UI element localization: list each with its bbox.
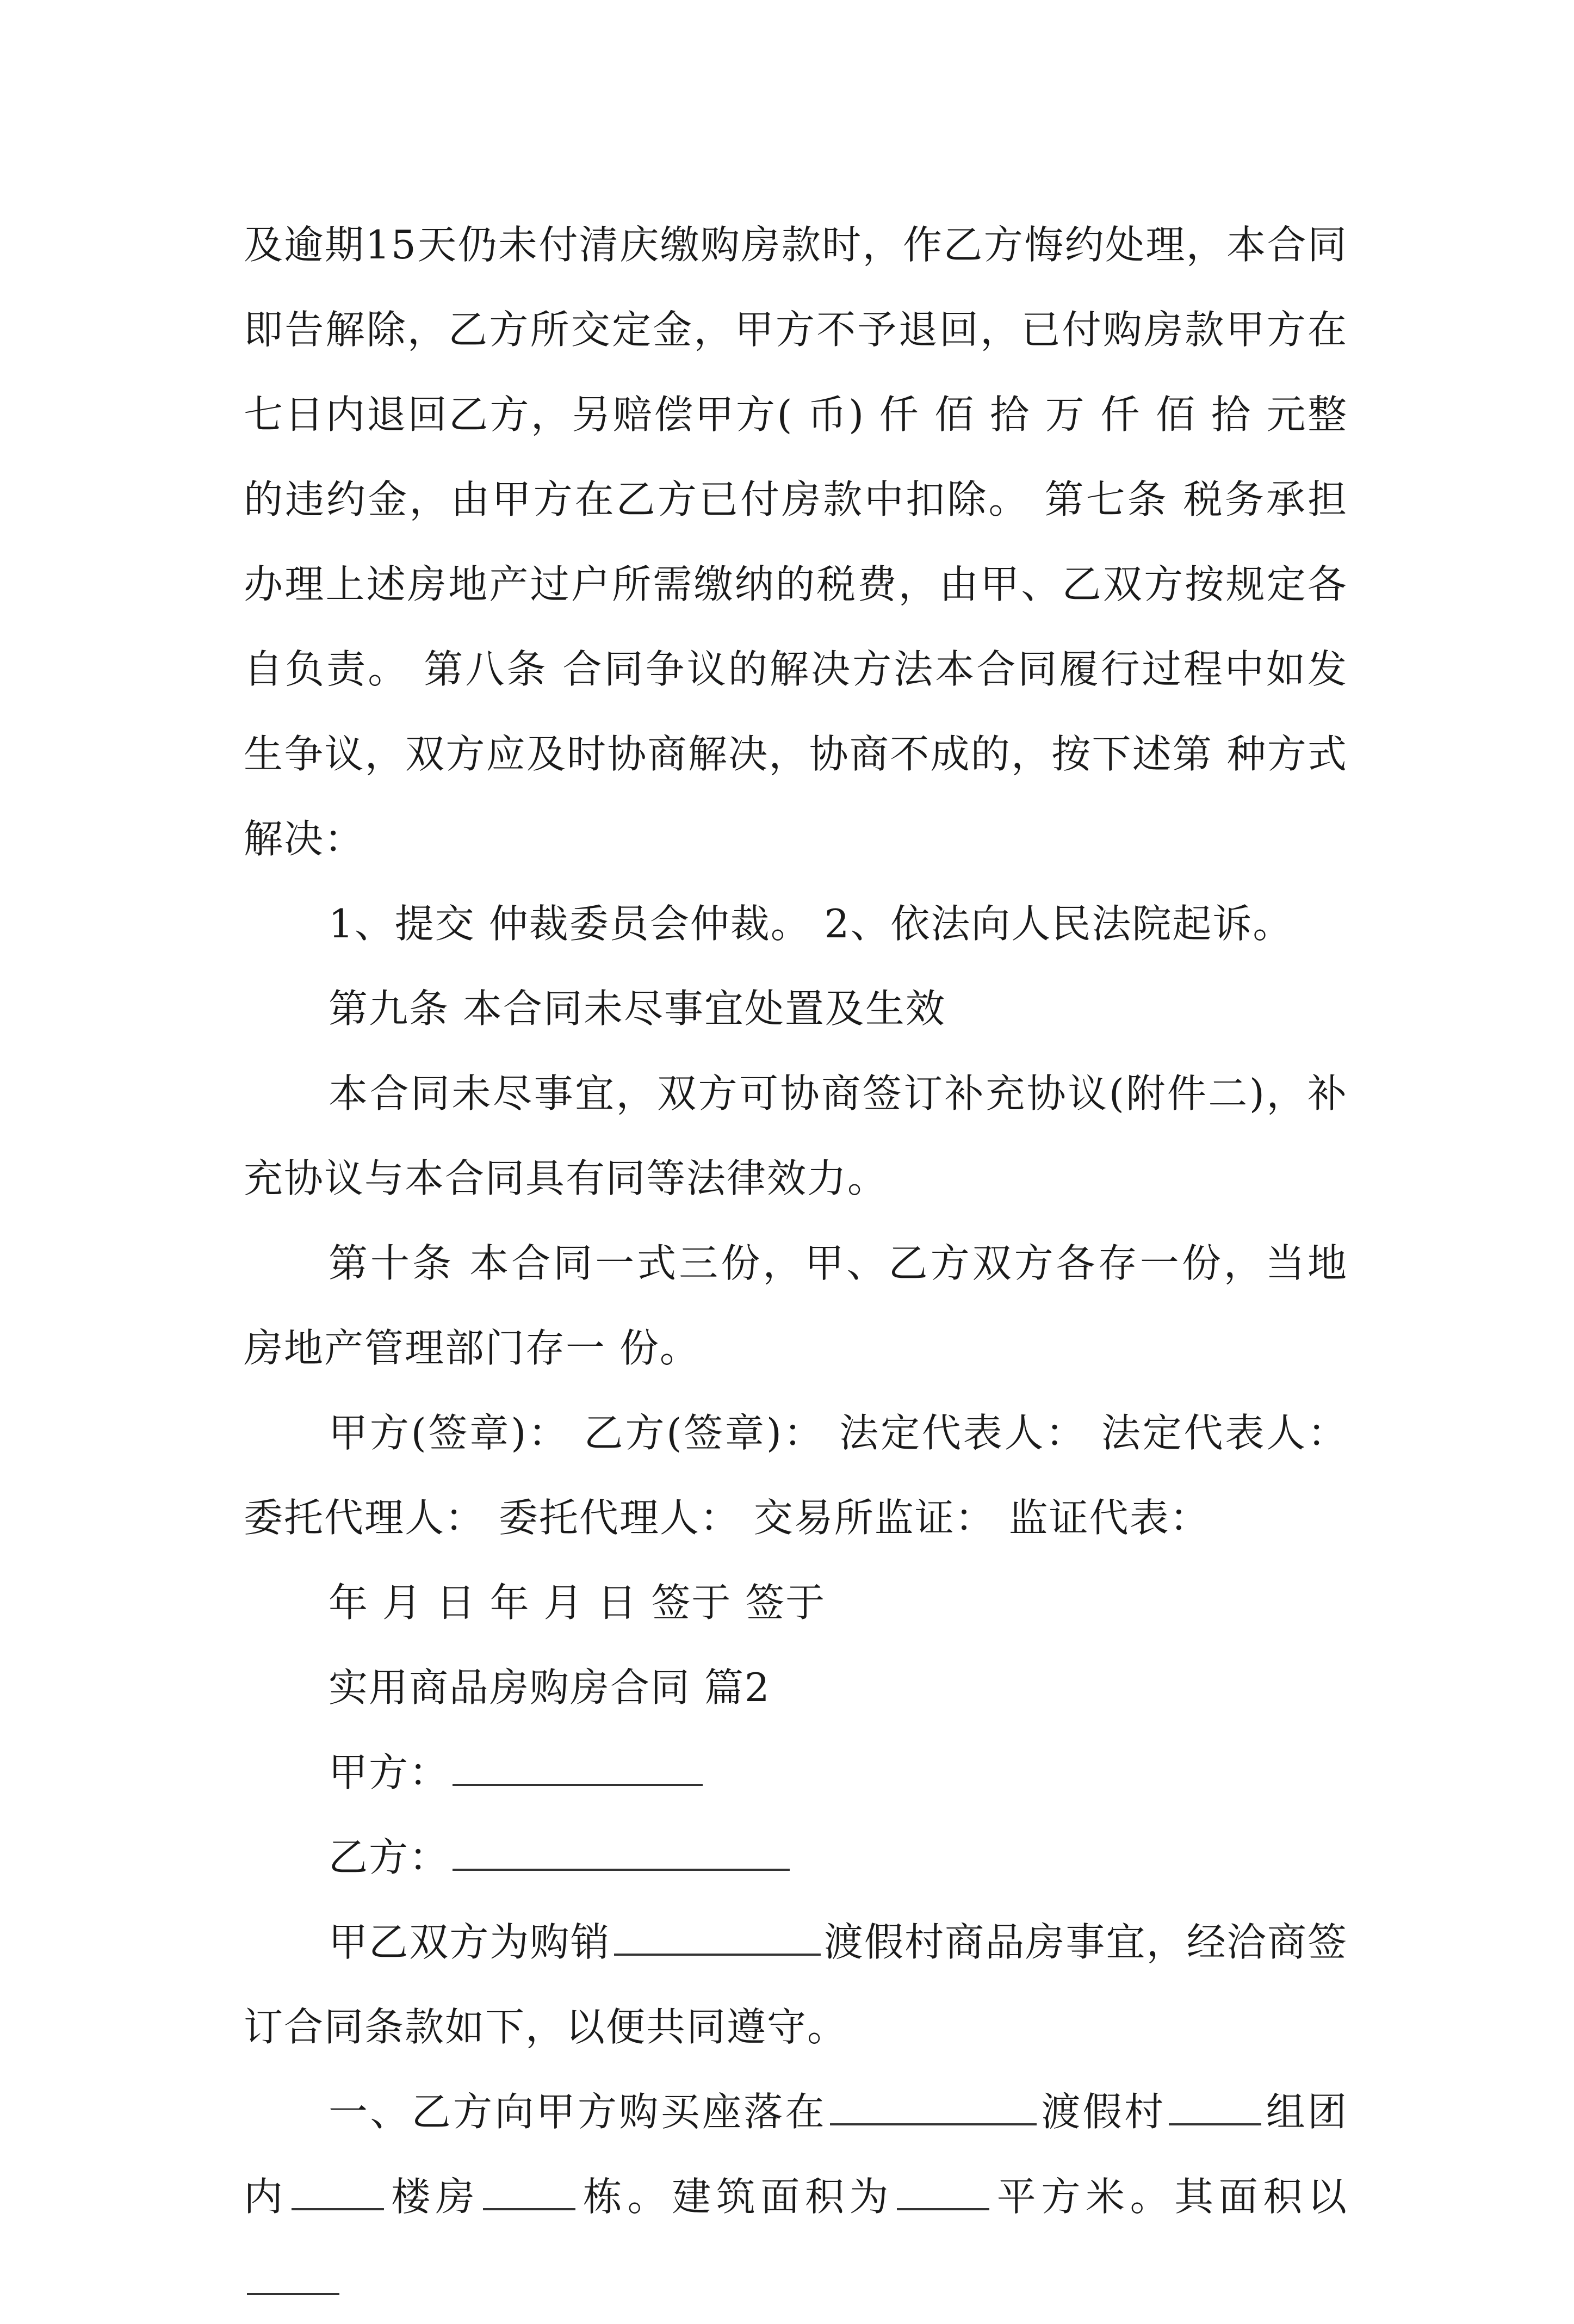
party-b-blank bbox=[453, 1832, 790, 1871]
intro-text-2: 渡假村商品房事宜，经洽商签订合同条款如下，以便共同遵守。 bbox=[244, 1919, 1348, 2050]
clause1-text-5: 栋。建筑面积为 bbox=[579, 2174, 894, 2220]
clause1-text-2: 渡假村 bbox=[1039, 2089, 1166, 2135]
location-blank bbox=[830, 2086, 1037, 2125]
area-blank bbox=[897, 2171, 989, 2210]
unit-blank bbox=[483, 2171, 575, 2210]
clause1-text-4: 楼房 bbox=[387, 2174, 480, 2220]
party-a-line bbox=[244, 1730, 1348, 1815]
paragraph-article-9-heading: 第九条 本合同未尽事宜处置及生效 bbox=[329, 986, 946, 1031]
paragraph-dispute-options: 1、提交 仲裁委员会仲裁。 2、依法向人民法院起诉。 bbox=[329, 901, 1293, 947]
document-body bbox=[244, 202, 1348, 2324]
group-blank bbox=[1169, 2086, 1261, 2125]
paragraph-article-10-copies: 第十条 本合同一式三份，甲、乙方双方各存一份，当地房地产管理部门存一 份。 bbox=[244, 1240, 1348, 1371]
paragraph-signing-date: 年 月 日 年 月 日 签于 签于 bbox=[329, 1580, 826, 1625]
party-b-line bbox=[244, 1815, 1348, 1900]
contract-2-title: 实用商品房购房合同 篇2 bbox=[329, 1665, 771, 1710]
paragraph-signatures: 甲方(签章)： 乙方(签章)： 法定代表人： 法定代表人： 委托代理人： 委托代理人： 交易所监证： 监证代表： bbox=[244, 1410, 1348, 1541]
clause1-text-6: 平方米。其面积以 bbox=[993, 2174, 1348, 2220]
paragraph-intro bbox=[244, 1900, 1348, 2069]
clause1-text-1: 一、乙方向甲方购买座落在 bbox=[329, 2089, 827, 2135]
party-a-label: 甲方： bbox=[329, 1750, 450, 1795]
area-basis-blank bbox=[247, 2256, 339, 2295]
resort-name-blank bbox=[614, 1917, 821, 1956]
intro-text-1: 甲乙双方为购销 bbox=[329, 1919, 611, 1965]
paragraph-breach-and-disputes: 及逾期15天仍未付清庆缴购房款时，作乙方悔约处理，本合同即告解除，乙方所交定金，甲方不予退回，已付购房款甲方在七日内退回乙方，另赔偿甲方( 币) 仟 佰 拾 万 仟 佰 拾 元整的违约金，由甲方在乙方已付房款中扣除。 第七条 税务承担办理上述房地产过户所需缴纳的税费，由甲、乙双方按规定各自负责。 第八条 合同争议的解决方法本合同履行过程中如发生争议，双方应及时协商解决，协商不成的，按下述第 种方式解决： bbox=[244, 222, 1348, 862]
building-blank bbox=[292, 2171, 384, 2210]
party-a-blank bbox=[453, 1747, 703, 1786]
party-b-label: 乙方： bbox=[329, 1834, 450, 1880]
clause1-text-3: 组团内 bbox=[244, 2089, 1348, 2220]
paragraph-clause-1 bbox=[244, 2069, 1348, 2324]
paragraph-supplementary-agreement: 本合同未尽事宜，双方可协商签订补充协议(附件二)，补充协议与本合同具有同等法律效力。 bbox=[244, 1071, 1348, 1201]
